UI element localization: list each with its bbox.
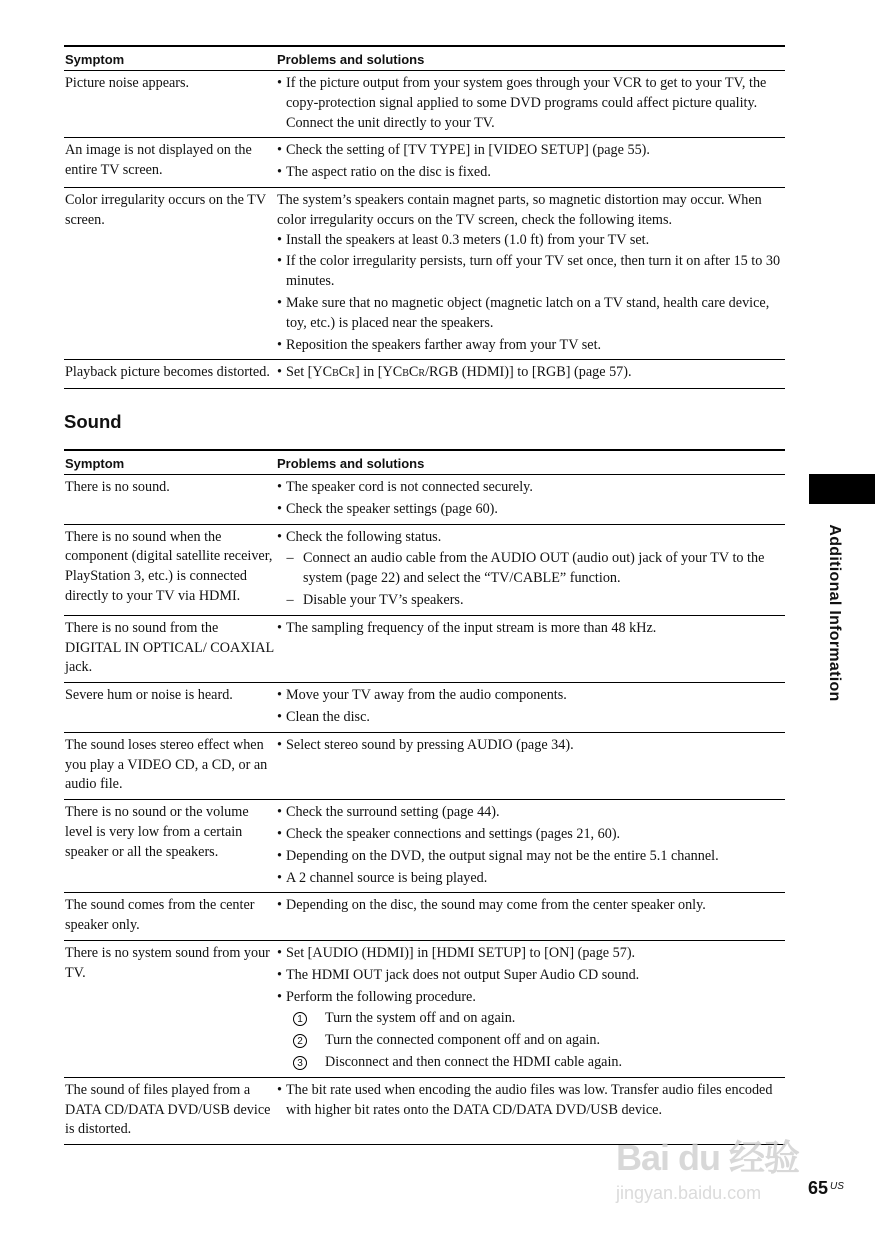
table-row: [64, 893, 785, 941]
text-fragment: Y: [382, 364, 393, 381]
solution-text: The HDMI OUT jack does not output Super Audio CD sound.: [286, 966, 640, 983]
solution-dash-item: [277, 549, 785, 589]
solution-text: The bit rate used when encoding the audio files was low. Transfer audio files encoded with higher bit rates onto the DATA CD/DATA DVD/USB device.: [286, 1081, 773, 1118]
text-fragment: C: [338, 364, 349, 381]
table-header: [64, 47, 785, 71]
bullet-mark: •: [277, 75, 282, 91]
solutions-cell: [277, 803, 785, 888]
solution-text: Check the setting of [TV TYPE] in [VIDEO SETUP] (page 55).: [286, 142, 650, 159]
solutions-cell: [277, 191, 785, 355]
solution-text: Move your TV away from the audio components.: [286, 687, 567, 704]
solution-text: Set [AUDIO (HDMI)] in [HDMI SETUP] to [ON] (page 57).: [286, 944, 636, 961]
bullet-mark: •: [277, 528, 282, 545]
solution-text: The aspect ratio on the disc is fixed.: [286, 164, 491, 181]
solution-text: Clean the disc.: [286, 708, 370, 725]
solution-text: Turn the system off and on again.: [325, 1010, 516, 1027]
sound-troubleshooting-table: [64, 449, 785, 1145]
solution-step-item: [277, 1009, 785, 1029]
bullet-mark: •: [277, 944, 282, 961]
bullet-mark: •: [277, 364, 282, 381]
bullet-mark: •: [277, 988, 282, 1005]
sound-section-title: Sound: [64, 411, 122, 432]
solution-text: Disconnect and then connect the HDMI cable again.: [325, 1053, 623, 1070]
solution-text: Check the following status.: [286, 528, 442, 545]
solution-bullet-item: [277, 363, 785, 384]
step-number-icon: [289, 1031, 311, 1051]
text-fragment: ] in [: [354, 364, 383, 381]
solution-bullet-item: [277, 294, 785, 334]
solutions-cell: [277, 619, 785, 678]
solution-bullet-item: [277, 847, 785, 867]
symptom-cell: Picture noise appears.: [65, 75, 190, 91]
text-fragment: C: [408, 364, 419, 381]
solutions-cell: [277, 141, 785, 183]
solution-text: Install the speakers at least 0.3 meters (1.0 ft) from your TV set.: [286, 231, 650, 248]
symptom-cell: There is no sound when the component (digital satellite receiver, PlayStation 3, etc.) is connected directly to your TV via HDMI.: [65, 528, 273, 604]
solution-text: Connect an audio cable from the AUDIO OUT (audio out) jack of your TV to the system (page 22) and select the “TV/CABLE” function.: [303, 550, 765, 587]
table-header: [64, 451, 785, 475]
solution-bullet-item: [277, 231, 785, 251]
bullet-mark: •: [277, 1081, 282, 1098]
solution-text: A 2 channel source is being played.: [286, 869, 488, 886]
table-row: [64, 733, 785, 800]
solution-text: Turn the connected component off and on again.: [325, 1032, 601, 1049]
text-fragment: /RGB (HDMI)] to [RGB] (page 57).: [425, 364, 632, 381]
solutions-column-header: Problems and solutions: [277, 52, 425, 67]
bullet-mark: •: [277, 231, 282, 248]
bullet-mark: •: [277, 142, 282, 159]
symptom-cell: Severe hum or noise is heard.: [65, 687, 233, 704]
symptom-column-header: Symptom: [65, 52, 125, 67]
baidu-watermark: [616, 1130, 829, 1210]
bullet-mark: •: [277, 619, 282, 636]
solution-bullet-item: [277, 478, 785, 498]
solution-bullet-item: [277, 896, 785, 916]
bullet-mark: •: [277, 336, 282, 353]
bullet-mark: •: [277, 966, 282, 983]
text-fragment: Set [: [286, 364, 313, 381]
text-fragment: C: [392, 364, 403, 381]
bullet-mark: •: [277, 897, 282, 914]
solution-text: The speaker cord is not connected securely.: [286, 479, 533, 495]
step-number: 3: [293, 1056, 307, 1070]
bullet-mark: •: [277, 500, 282, 517]
bullet-mark: •: [277, 869, 282, 886]
bullet-mark: •: [277, 164, 282, 181]
solution-bullet-item: [277, 944, 785, 964]
solution-text: Disable your TV’s speakers.: [303, 591, 464, 608]
table-row: [64, 138, 785, 188]
solution-bullet-item: [277, 1081, 785, 1121]
section-side-label: Additional Information: [826, 524, 843, 702]
solution-text: Check the speaker settings (page 60).: [286, 500, 498, 517]
solutions-cell: [277, 528, 785, 611]
symptom-cell: The sound comes from the center speaker only.: [65, 897, 255, 934]
bullet-mark: •: [277, 479, 282, 495]
bullet-mark: •: [277, 253, 282, 270]
text-fragment: Y: [312, 364, 323, 381]
solution-bullet-item: [277, 619, 785, 639]
solution-step-item: [277, 1031, 785, 1051]
solution-text: Check the surround setting (page 44).: [286, 804, 500, 821]
table-row: [64, 188, 785, 360]
step-number-icon: [289, 1053, 311, 1073]
table-row: [64, 360, 785, 389]
solution-bullet-item: [277, 736, 785, 756]
watermark-url: jingyan.baidu.com: [616, 1183, 762, 1203]
solution-bullet-item: [277, 988, 785, 1008]
solution-step-item: [277, 1053, 785, 1073]
table-row: [64, 683, 785, 733]
bullet-mark: •: [277, 294, 282, 311]
table-row: [64, 475, 785, 525]
solution-text: Reposition the speakers farther away from your TV set.: [286, 336, 602, 353]
step-number-icon: [289, 1009, 311, 1029]
symptom-cell: There is no sound.: [65, 479, 170, 495]
bullet-mark: •: [277, 736, 282, 753]
solution-text: Select stereo sound by pressing AUDIO (page 34).: [286, 736, 574, 753]
symptom-column-header: Symptom: [65, 456, 125, 471]
solutions-cell: [277, 736, 785, 795]
solution-bullet-item: [277, 163, 785, 183]
solution-text: Perform the following procedure.: [286, 988, 476, 1005]
solutions-cell: [277, 74, 785, 133]
solutions-cell: [277, 686, 785, 728]
dash-mark: –: [286, 591, 294, 608]
solution-bullet-item: [277, 74, 785, 133]
text-fragment: R: [418, 368, 426, 380]
solution-bullet-item: [277, 825, 785, 845]
step-number: 2: [293, 1034, 307, 1048]
symptom-cell: There is no sound or the volume level is very low from a certain speaker or all the speakers.: [65, 804, 249, 860]
solution-bullet-item: [277, 528, 785, 548]
solution-bullet-item: [277, 336, 785, 356]
solution-text: If the picture output from your system goes through your VCR to get to your TV, the copy-protection signal applied to some DVD programs could affect picture quality. Connect the unit directly to your TV.: [286, 75, 767, 131]
solution-text: The sampling frequency of the input stream is more than 48 kHz.: [286, 619, 657, 636]
solution-bullet-item: [277, 252, 785, 292]
symptom-cell: There is no sound from the DIGITAL IN OPTICAL/ COAXIAL jack.: [65, 619, 274, 676]
solutions-cell: [277, 363, 785, 384]
solution-text: Depending on the disc, the sound may come from the center speaker only.: [286, 897, 706, 914]
text-fragment: C: [322, 364, 333, 381]
solution-bullet-item: [277, 500, 785, 520]
solution-text: The system’s speakers contain magnet parts, so magnetic distortion may occur. When color irregularity occurs on the TV screen, check the following items.: [277, 191, 762, 228]
solution-bullet-item: [277, 686, 785, 706]
watermark-logo: Bai du 经验: [616, 1137, 800, 1178]
symptom-cell: There is no system sound from your TV.: [65, 944, 270, 981]
table-row: [64, 71, 785, 138]
dash-mark: –: [286, 550, 294, 567]
solution-dash-item: [277, 591, 785, 611]
bullet-mark: •: [277, 847, 282, 864]
bullet-mark: •: [277, 687, 282, 704]
text-fragment: R: [348, 368, 355, 380]
table-row: [64, 525, 785, 616]
text-fragment: B: [402, 368, 409, 380]
page-region-code: US: [830, 1181, 844, 1192]
table-row: [64, 941, 785, 1078]
solution-bullet-item: [277, 141, 785, 161]
bullet-mark: •: [277, 804, 282, 821]
solution-bullet-item: [277, 869, 785, 889]
table-row: [64, 616, 785, 683]
symptom-cell: The sound loses stereo effect when you play a VIDEO CD, a CD, or an audio file.: [65, 736, 268, 793]
solutions-cell: [277, 896, 785, 936]
symptom-cell: Playback picture becomes distorted.: [65, 364, 270, 381]
picture-troubleshooting-table: [64, 45, 785, 389]
section-tab-marker: [809, 474, 875, 504]
table-row: [64, 800, 785, 893]
solution-text: Check the speaker connections and settings (pages 21, 60).: [286, 825, 621, 842]
solution-text: [286, 363, 785, 384]
solution-text: Depending on the DVD, the output signal may not be the entire 5.1 channel.: [286, 847, 719, 864]
solution-text: Make sure that no magnetic object (magnetic latch on a TV stand, health care device, toy, etc.) is placed near the speakers.: [286, 294, 770, 331]
solutions-cell: [277, 478, 785, 520]
text-fragment: B: [332, 368, 339, 380]
symptom-cell: Color irregularity occurs on the TV screen.: [65, 191, 266, 228]
symptom-cell: An image is not displayed on the entire TV screen.: [65, 142, 252, 179]
solution-bullet-item: [277, 803, 785, 823]
solution-text: If the color irregularity persists, turn off your TV set once, then turn it on after 15 to 30 minutes.: [286, 253, 781, 290]
solutions-column-header: Problems and solutions: [277, 456, 425, 471]
bullet-mark: •: [277, 825, 282, 842]
bullet-mark: •: [277, 708, 282, 725]
solution-bullet-item: [277, 708, 785, 728]
solution-bullet-item: [277, 966, 785, 986]
solutions-cell: [277, 944, 785, 1073]
symptom-cell: The sound of files played from a DATA CD/DATA DVD/USB device is distorted.: [65, 1081, 271, 1138]
page-number: 65: [808, 1178, 829, 1198]
step-number: 1: [293, 1012, 307, 1026]
